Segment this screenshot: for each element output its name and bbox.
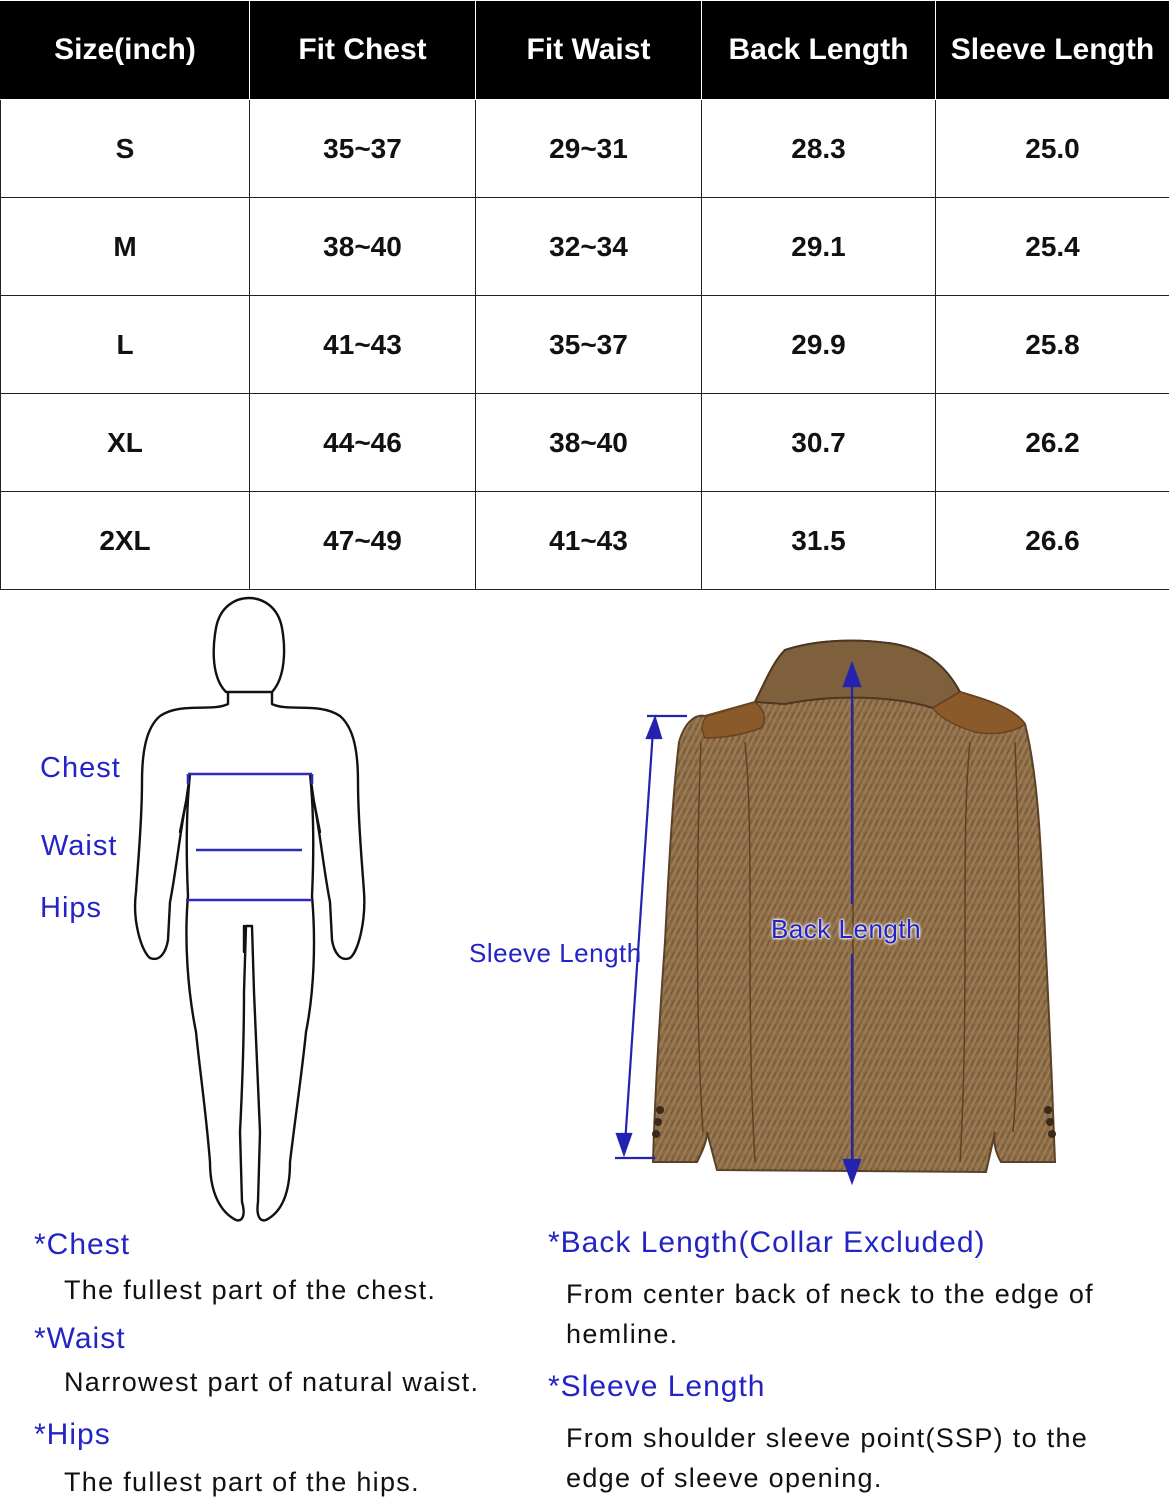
size-cell: XL bbox=[1, 394, 250, 492]
hips-label: Hips bbox=[40, 892, 102, 925]
sleeve-length-arrow-head-top bbox=[647, 718, 661, 738]
head-outline bbox=[214, 598, 284, 692]
back-length-label: Back Length bbox=[771, 914, 921, 945]
table-row bbox=[1, 198, 1169, 296]
sleeve-length-cell: 25.4 bbox=[936, 198, 1169, 296]
blazer-collar bbox=[755, 641, 960, 708]
chest-cell: 44~46 bbox=[250, 394, 476, 492]
sleeve-length-note-text: From shoulder sleeve point(SSP) to the edge of sleeve opening. bbox=[566, 1418, 1146, 1498]
waist-cell: 35~37 bbox=[476, 296, 702, 394]
table-row bbox=[1, 296, 1169, 394]
sleeve-length-cell: 26.2 bbox=[936, 394, 1169, 492]
waist-cell: 32~34 bbox=[476, 198, 702, 296]
table-header-row bbox=[1, 1, 1169, 100]
sleeve-length-cell: 25.0 bbox=[936, 100, 1169, 198]
table-row bbox=[1, 492, 1169, 590]
back-length-note-text: From center back of neck to the edge of hemline. bbox=[566, 1274, 1126, 1354]
chest-cell: 35~37 bbox=[250, 100, 476, 198]
header-back-length: Back Length bbox=[702, 1, 936, 100]
back-length-cell: 29.1 bbox=[702, 198, 936, 296]
blazer-measurement-figure bbox=[455, 592, 1169, 1232]
waist-cell: 41~43 bbox=[476, 492, 702, 590]
hips-note-text: The fullest part of the hips. bbox=[64, 1462, 504, 1502]
chest-note-text: The fullest part of the chest. bbox=[64, 1270, 504, 1310]
table-row bbox=[1, 394, 1169, 492]
chest-measure-line bbox=[188, 774, 312, 784]
chest-label: Chest bbox=[40, 752, 121, 785]
blazer-back-illustration bbox=[455, 592, 1169, 1232]
sleeve-length-cell: 26.6 bbox=[936, 492, 1169, 590]
hips-note-title: *Hips bbox=[34, 1418, 111, 1452]
back-length-note-title: *Back Length(Collar Excluded) bbox=[548, 1226, 986, 1260]
header-sleeve-length: Sleeve Length bbox=[936, 1, 1169, 100]
chest-note-title: *Chest bbox=[34, 1228, 130, 1262]
chest-cell: 38~40 bbox=[250, 198, 476, 296]
body-measurement-figure bbox=[0, 592, 520, 1232]
chest-cell: 47~49 bbox=[250, 492, 476, 590]
waist-cell: 29~31 bbox=[476, 100, 702, 198]
sleeve-length-note-title: *Sleeve Length bbox=[548, 1370, 766, 1404]
back-length-cell: 28.3 bbox=[702, 100, 936, 198]
body-silhouette-outline bbox=[135, 692, 364, 1220]
sleeve-length-arrow-line bbox=[625, 730, 653, 1144]
waist-cell: 38~40 bbox=[476, 394, 702, 492]
size-chart-table bbox=[0, 0, 1169, 590]
waist-note-title: *Waist bbox=[34, 1322, 126, 1356]
sleeve-length-cell: 25.8 bbox=[936, 296, 1169, 394]
waist-label: Waist bbox=[41, 830, 117, 863]
header-fit-chest: Fit Chest bbox=[250, 1, 476, 100]
chest-cell: 41~43 bbox=[250, 296, 476, 394]
back-length-cell: 31.5 bbox=[702, 492, 936, 590]
size-cell: M bbox=[1, 198, 250, 296]
sleeve-length-label: Sleeve Length bbox=[469, 938, 642, 969]
header-size: Size(inch) bbox=[1, 1, 250, 100]
sleeve-length-arrow-head-bottom bbox=[617, 1134, 631, 1154]
back-length-cell: 29.9 bbox=[702, 296, 936, 394]
size-cell: S bbox=[1, 100, 250, 198]
table-row bbox=[1, 100, 1169, 198]
size-cell: L bbox=[1, 296, 250, 394]
header-fit-waist: Fit Waist bbox=[476, 1, 702, 100]
size-cell: 2XL bbox=[1, 492, 250, 590]
waist-note-text: Narrowest part of natural waist. bbox=[64, 1362, 524, 1402]
back-length-cell: 30.7 bbox=[702, 394, 936, 492]
